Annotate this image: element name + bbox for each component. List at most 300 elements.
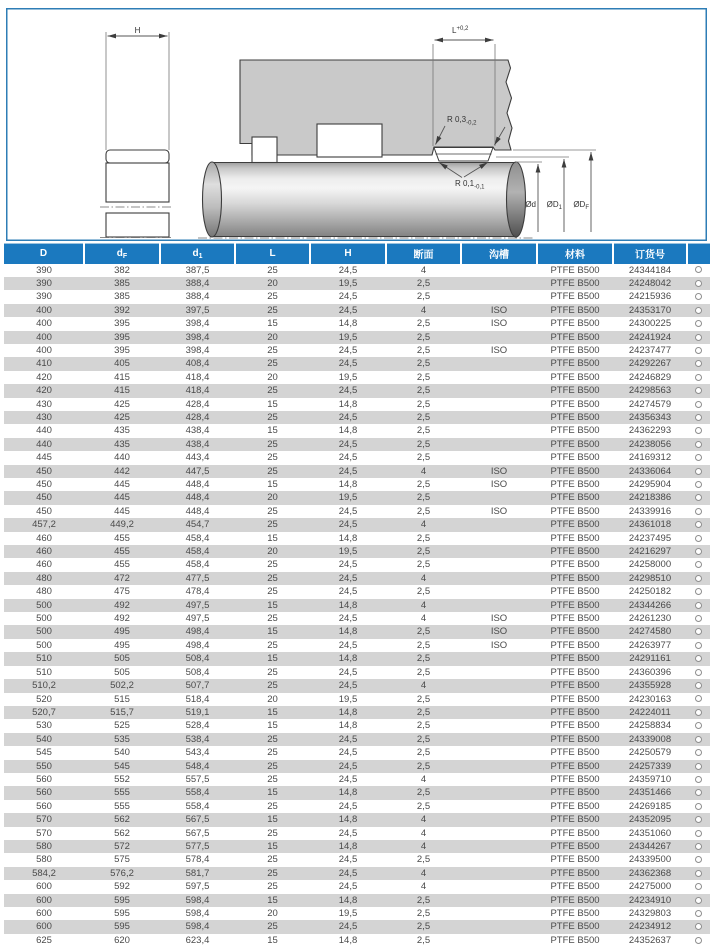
table-cell: 24339008 xyxy=(628,733,672,745)
table-cell: 400 xyxy=(36,331,52,343)
table-cell: 567,5 xyxy=(185,814,210,826)
table-cell: 507,7 xyxy=(185,680,210,692)
table-cell: 555 xyxy=(114,800,130,812)
table-cell xyxy=(461,666,537,679)
table-cell: 420 xyxy=(36,371,52,383)
table-cell: 25 xyxy=(267,291,278,303)
table-cell: 25 xyxy=(267,760,278,772)
table-cell: 24344266 xyxy=(628,599,672,611)
table-cell: 435 xyxy=(114,438,130,450)
table-cell: 25 xyxy=(267,344,278,356)
table-cell: 24,5 xyxy=(338,773,358,785)
availability-circle-icon xyxy=(695,427,702,434)
table-cell: PTFE B500 xyxy=(550,385,600,397)
seal-profile-figure xyxy=(100,26,172,238)
col-header-section: 断面 xyxy=(386,244,461,264)
table-cell: 19,5 xyxy=(338,277,358,289)
availability-cell xyxy=(687,773,710,786)
table-cell: 567,5 xyxy=(185,827,210,839)
table-cell xyxy=(461,706,537,719)
availability-circle-icon xyxy=(695,937,702,944)
availability-cell xyxy=(687,532,710,545)
table-cell: 2,5 xyxy=(416,411,431,423)
table-cell xyxy=(461,920,537,933)
table-cell: 15 xyxy=(267,318,278,330)
table-row xyxy=(4,639,710,652)
availability-cell xyxy=(687,760,710,773)
table-cell: 24275000 xyxy=(628,881,672,893)
table-row xyxy=(4,920,710,933)
table-cell: 2,5 xyxy=(416,760,431,772)
table-cell: 24356343 xyxy=(628,411,672,423)
table-cell: 15 xyxy=(267,398,278,410)
table-cell: PTFE B500 xyxy=(550,318,600,330)
table-row xyxy=(4,599,710,612)
table-cell: 520,7 xyxy=(32,706,56,718)
table-cell: 390 xyxy=(36,264,52,276)
table-row xyxy=(4,384,710,397)
table-cell: 580 xyxy=(36,854,52,866)
col-header-h: H xyxy=(310,244,386,264)
table-cell: 480 xyxy=(36,586,52,598)
table-row xyxy=(4,813,710,826)
table-cell: PTFE B500 xyxy=(550,720,600,732)
table-cell: 24353170 xyxy=(628,304,672,316)
table-cell: PTFE B500 xyxy=(550,546,600,558)
table-cell: 24,5 xyxy=(338,586,358,598)
table-cell: 415 xyxy=(114,385,130,397)
table-cell xyxy=(461,853,537,866)
table-cell xyxy=(461,411,537,424)
availability-circle-icon xyxy=(695,897,702,904)
table-cell: 24246829 xyxy=(628,371,672,383)
table-cell: PTFE B500 xyxy=(550,586,600,598)
availability-circle-icon xyxy=(695,481,702,488)
table-cell: 24344184 xyxy=(628,264,672,276)
table-cell: ISO xyxy=(490,304,508,316)
table-cell: 2,5 xyxy=(416,653,431,665)
availability-cell xyxy=(687,934,710,947)
availability-cell xyxy=(687,277,710,290)
availability-circle-icon xyxy=(695,803,702,810)
table-cell: 492 xyxy=(114,599,130,611)
table-cell: 25 xyxy=(267,572,278,584)
table-cell: PTFE B500 xyxy=(550,908,600,919)
table-cell: PTFE B500 xyxy=(550,773,600,785)
table-cell: 450 xyxy=(36,505,52,517)
table-cell: 4 xyxy=(420,465,427,477)
table-cell: 600 xyxy=(36,921,52,933)
table-cell: 440 xyxy=(36,438,52,450)
table-cell: 24,5 xyxy=(338,304,358,316)
table-cell: 515,7 xyxy=(110,706,134,718)
table-cell: 620 xyxy=(114,934,130,946)
table-cell xyxy=(461,786,537,799)
table-cell: 558,4 xyxy=(185,800,210,812)
table-cell xyxy=(461,438,537,451)
table-cell: 24230163 xyxy=(628,693,672,705)
table-cell: 580 xyxy=(36,840,52,852)
table-cell: 2,5 xyxy=(416,505,431,517)
table-cell: 2,5 xyxy=(416,318,431,330)
table-cell: 15 xyxy=(267,425,278,437)
availability-circle-icon xyxy=(695,508,702,515)
table-cell: 14,8 xyxy=(338,479,358,490)
table-cell: 552 xyxy=(114,773,130,785)
table-cell xyxy=(461,424,537,437)
table-cell xyxy=(461,880,537,893)
dia-shaft-label: Ød xyxy=(525,200,536,209)
availability-cell xyxy=(687,465,710,478)
table-cell: 24291161 xyxy=(629,653,671,665)
table-cell: 24261230 xyxy=(628,613,672,625)
availability-cell xyxy=(687,706,710,719)
availability-cell xyxy=(687,599,710,612)
table-row xyxy=(4,840,710,853)
table-cell: 25 xyxy=(267,438,278,450)
table-cell: 4 xyxy=(420,572,427,584)
table-cell: 14,8 xyxy=(338,599,358,611)
table-cell: 24,5 xyxy=(338,854,358,866)
col-header-order-number: 订货号 xyxy=(613,244,687,264)
table-cell: 502,2 xyxy=(110,680,134,692)
table-cell: 24,5 xyxy=(338,921,358,933)
table-cell: ISO xyxy=(490,626,508,638)
table-cell: 2,5 xyxy=(416,720,431,732)
table-row xyxy=(4,827,710,840)
availability-cell xyxy=(687,398,710,411)
availability-cell xyxy=(687,384,710,397)
table-cell: 2,5 xyxy=(416,344,431,356)
table-cell: 15 xyxy=(267,706,278,718)
table-cell: 540 xyxy=(36,733,52,745)
table-cell xyxy=(461,827,537,840)
table-cell: 623,4 xyxy=(185,934,210,946)
table-cell: PTFE B500 xyxy=(550,827,600,839)
table-cell xyxy=(461,545,537,558)
availability-cell xyxy=(687,639,710,652)
table-cell: PTFE B500 xyxy=(550,639,600,651)
table-cell: 24,5 xyxy=(338,291,358,303)
table-cell: 390 xyxy=(36,291,52,303)
table-cell: 448,4 xyxy=(185,492,210,504)
col-header-d1: $d_1$ xyxy=(160,244,235,264)
table-cell: 430 xyxy=(36,411,52,423)
table-cell: 20 xyxy=(267,908,278,919)
table-row xyxy=(4,693,710,706)
table-cell: 24238056 xyxy=(628,438,672,450)
table-cell: 24250182 xyxy=(628,586,672,598)
table-cell: 24169312 xyxy=(628,452,672,464)
table-cell: 24215936 xyxy=(628,291,672,303)
table-cell: 24,5 xyxy=(338,452,358,464)
table-cell: 24274580 xyxy=(628,626,672,638)
table-cell: 15 xyxy=(267,599,278,611)
table-cell: 24263977 xyxy=(628,639,672,651)
availability-cell xyxy=(687,853,710,866)
table-cell: 418,4 xyxy=(185,371,210,383)
table-cell: 2,5 xyxy=(416,559,431,571)
table-cell: 20 xyxy=(267,546,278,558)
table-cell: 24351060 xyxy=(628,827,672,839)
availability-cell xyxy=(687,746,710,759)
table-row xyxy=(4,786,710,799)
table-cell: 475 xyxy=(114,586,130,598)
table-cell: 575 xyxy=(114,854,130,866)
col-header-d: D xyxy=(4,244,84,264)
table-cell: 24352095 xyxy=(628,814,672,826)
availability-cell xyxy=(687,572,710,585)
table-cell: PTFE B500 xyxy=(550,452,600,464)
table-cell: 25 xyxy=(267,304,278,316)
table-cell: 24,5 xyxy=(338,747,358,759)
availability-circle-icon xyxy=(695,266,702,273)
table-cell: 570 xyxy=(36,827,52,839)
availability-circle-icon xyxy=(695,722,702,729)
table-cell: 25 xyxy=(267,773,278,785)
table-cell: 598,4 xyxy=(185,894,210,906)
table-row xyxy=(4,532,710,545)
table-cell: 24298563 xyxy=(628,385,672,397)
availability-cell xyxy=(687,331,710,344)
table-cell: 450 xyxy=(36,479,52,490)
availability-cell xyxy=(687,894,710,907)
table-cell xyxy=(461,264,537,277)
table-cell: 14,8 xyxy=(338,425,358,437)
table-cell: 20 xyxy=(267,277,278,289)
table-cell: 15 xyxy=(267,814,278,826)
table-row xyxy=(4,652,710,665)
table-cell: 447,5 xyxy=(185,465,210,477)
table-cell: 24329803 xyxy=(628,908,672,919)
availability-cell xyxy=(687,585,710,598)
table-cell: 24250579 xyxy=(628,747,672,759)
availability-circle-icon xyxy=(695,414,702,421)
table-cell: 24274579 xyxy=(628,398,672,410)
table-cell xyxy=(461,934,537,947)
table-cell: 20 xyxy=(267,693,278,705)
table-cell: 24362368 xyxy=(628,867,672,879)
availability-circle-icon xyxy=(695,494,702,501)
table-cell: 530 xyxy=(36,720,52,732)
table-cell: 460 xyxy=(36,546,52,558)
table-cell: 24,5 xyxy=(338,760,358,772)
availability-circle-icon xyxy=(695,468,702,475)
table-cell: 600 xyxy=(36,908,52,919)
table-header xyxy=(4,244,710,264)
table-row xyxy=(4,411,710,424)
table-cell: 15 xyxy=(267,653,278,665)
table-cell: 408,4 xyxy=(185,358,210,370)
availability-circle-icon xyxy=(695,695,702,702)
table-cell: PTFE B500 xyxy=(550,747,600,759)
availability-cell xyxy=(687,800,710,813)
table-cell: PTFE B500 xyxy=(550,800,600,812)
table-cell: 25 xyxy=(267,452,278,464)
table-cell: 395 xyxy=(114,331,130,343)
table-cell: 15 xyxy=(267,532,278,544)
availability-cell xyxy=(687,652,710,665)
table-cell: 460 xyxy=(36,559,52,571)
table-cell: 14,8 xyxy=(338,814,358,826)
table-cell: PTFE B500 xyxy=(550,411,600,423)
table-cell: 24248042 xyxy=(628,277,672,289)
table-cell: 443,4 xyxy=(185,452,210,464)
table-cell: 20 xyxy=(267,371,278,383)
table-cell xyxy=(461,398,537,411)
table-cell: 25 xyxy=(267,358,278,370)
table-cell: 457,2 xyxy=(32,519,56,531)
table-cell: 25 xyxy=(267,666,278,678)
table-cell: 445 xyxy=(114,505,130,517)
table-cell: 24,5 xyxy=(338,572,358,584)
table-cell: PTFE B500 xyxy=(550,438,600,450)
availability-circle-icon xyxy=(695,776,702,783)
table-cell xyxy=(461,277,537,290)
table-row xyxy=(4,719,710,732)
table-cell: 24,5 xyxy=(338,680,358,692)
table-cell: 438,4 xyxy=(185,438,210,450)
table-cell: 535 xyxy=(114,733,130,745)
table-row xyxy=(4,853,710,866)
table-cell xyxy=(461,800,537,813)
retaining-block xyxy=(252,137,277,163)
technical-drawing xyxy=(6,8,707,241)
table-cell xyxy=(461,773,537,786)
availability-circle-icon xyxy=(695,320,702,327)
table-cell: 400 xyxy=(36,344,52,356)
table-cell: 570 xyxy=(36,814,52,826)
table-cell: 24362293 xyxy=(628,425,672,437)
table-cell: 2,5 xyxy=(416,291,431,303)
table-cell: ISO xyxy=(490,639,508,651)
availability-cell xyxy=(687,371,710,384)
radius-top-label: R $0,3_{-0,2}$ xyxy=(447,115,477,127)
table-cell: 2,5 xyxy=(416,733,431,745)
table-cell: 525 xyxy=(114,720,130,732)
availability-cell xyxy=(687,867,710,880)
table-cell: 528,4 xyxy=(185,720,210,732)
availability-circle-icon xyxy=(695,360,702,367)
table-cell: 24344267 xyxy=(628,840,672,852)
availability-circle-icon xyxy=(695,709,702,716)
table-cell xyxy=(461,679,537,692)
table-cell: 2,5 xyxy=(416,277,431,289)
availability-circle-icon xyxy=(695,923,702,930)
table-cell: 495 xyxy=(114,639,130,651)
table-cell xyxy=(461,760,537,773)
table-cell: 15 xyxy=(267,787,278,799)
table-cell: 24300225 xyxy=(628,318,672,330)
table-cell xyxy=(461,813,537,826)
table-cell: ISO xyxy=(490,479,508,490)
table-cell: 15 xyxy=(267,840,278,852)
availability-cell xyxy=(687,827,710,840)
table-cell: 19,5 xyxy=(338,546,358,558)
table-cell: 420 xyxy=(36,385,52,397)
table-row xyxy=(4,491,710,504)
availability-cell xyxy=(687,317,710,330)
table-cell: 576,2 xyxy=(110,867,134,879)
table-cell xyxy=(461,733,537,746)
table-cell: 25 xyxy=(267,733,278,745)
table-cell: 24,5 xyxy=(338,559,358,571)
table-cell: PTFE B500 xyxy=(550,854,600,866)
table-cell: 24,5 xyxy=(338,613,358,625)
availability-cell xyxy=(687,840,710,853)
table-cell: PTFE B500 xyxy=(550,787,600,799)
availability-circle-icon xyxy=(695,655,702,662)
table-row xyxy=(4,612,710,625)
table-cell: PTFE B500 xyxy=(550,706,600,718)
table-cell xyxy=(461,746,537,759)
table-cell: ISO xyxy=(490,318,508,330)
col-header-availability xyxy=(687,244,710,264)
dim-h-label: H xyxy=(134,26,141,35)
table-row xyxy=(4,545,710,558)
table-row xyxy=(4,518,710,531)
availability-cell xyxy=(687,505,710,518)
table-cell: 598,4 xyxy=(185,921,210,933)
table-cell: 14,8 xyxy=(338,706,358,718)
table-cell: 19,5 xyxy=(338,693,358,705)
table-cell: 500 xyxy=(36,613,52,625)
table-cell: 2,5 xyxy=(416,894,431,906)
table-row xyxy=(4,505,710,518)
availability-circle-icon xyxy=(695,588,702,595)
table-row xyxy=(4,907,710,920)
table-cell: 24224011 xyxy=(629,706,671,718)
table-row xyxy=(4,666,710,679)
table-row xyxy=(4,277,710,290)
table-cell: 515 xyxy=(114,693,130,705)
table-cell: 24295904 xyxy=(628,479,672,490)
availability-circle-icon xyxy=(695,347,702,354)
table-cell: 2,5 xyxy=(416,706,431,718)
table-cell: 19,5 xyxy=(338,371,358,383)
table-cell: 560 xyxy=(36,787,52,799)
table-cell: 25 xyxy=(267,519,278,531)
table-cell: 455 xyxy=(114,532,130,544)
availability-circle-icon xyxy=(695,816,702,823)
table-cell: 592 xyxy=(114,881,130,893)
table-cell: 24,5 xyxy=(338,867,358,879)
table-cell xyxy=(461,558,537,571)
table-cell: PTFE B500 xyxy=(550,492,600,504)
table-cell: 572 xyxy=(114,840,130,852)
table-cell: 24298510 xyxy=(628,572,672,584)
table-cell: 4 xyxy=(420,264,427,276)
table-cell: PTFE B500 xyxy=(550,398,600,410)
table-cell: 382 xyxy=(114,264,130,276)
table-cell: 519,1 xyxy=(185,706,210,718)
table-cell: 2,5 xyxy=(416,666,431,678)
table-cell: PTFE B500 xyxy=(550,881,600,893)
table-cell xyxy=(461,867,537,880)
table-cell: 14,8 xyxy=(338,840,358,852)
availability-circle-icon xyxy=(695,789,702,796)
table-cell: 15 xyxy=(267,894,278,906)
table-cell xyxy=(461,384,537,397)
table-cell: 25 xyxy=(267,264,278,276)
col-header-material: 材料 xyxy=(537,244,613,264)
table-cell: 455 xyxy=(114,546,130,558)
table-cell: PTFE B500 xyxy=(550,505,600,517)
table-cell: 418,4 xyxy=(185,385,210,397)
table-cell: 4 xyxy=(420,867,427,879)
availability-circle-icon xyxy=(695,749,702,756)
table-cell: 4 xyxy=(420,814,427,826)
